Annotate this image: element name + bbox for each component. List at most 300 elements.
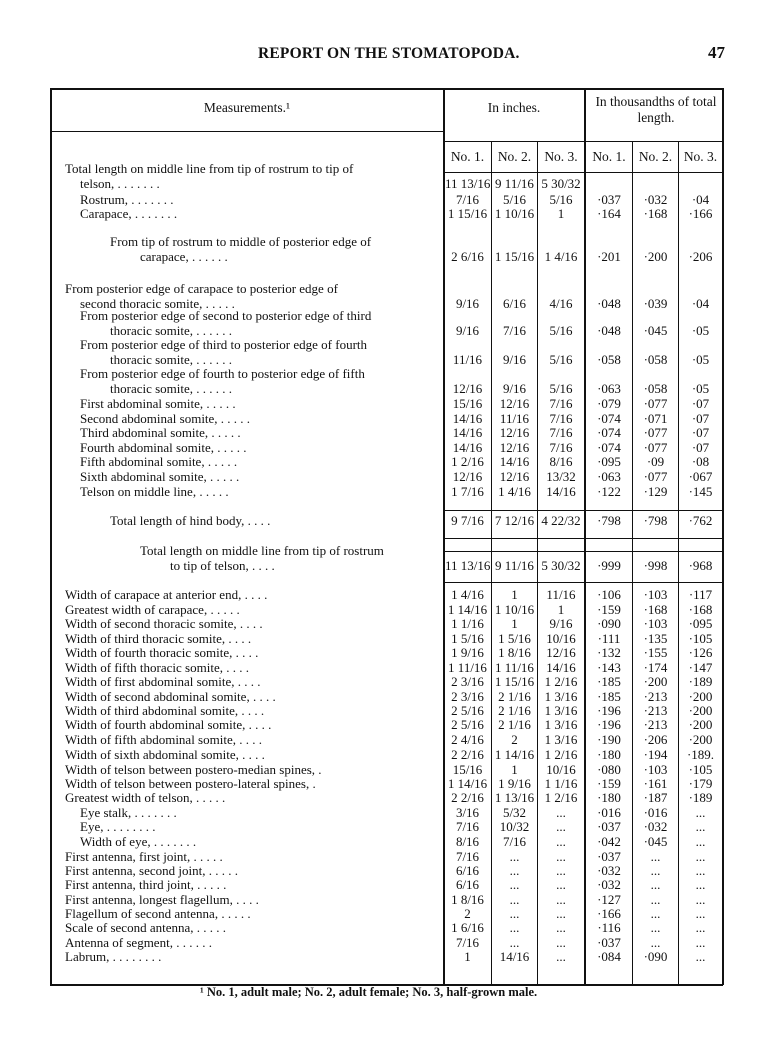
table-cell: 1 xyxy=(511,587,518,602)
table-cell: 5/16 xyxy=(549,192,573,207)
table-cell: ... xyxy=(509,849,520,864)
table-cell: ·116 xyxy=(597,920,621,935)
table-cell: 1 2/16 xyxy=(451,454,484,469)
row-label: Fifth abdominal somite, . . . . . xyxy=(80,454,238,469)
table-cell: ·037 xyxy=(597,192,621,207)
table-cell: ·103 xyxy=(643,587,668,602)
table-cell: 10/16 xyxy=(546,762,576,777)
table-cell: ·190 xyxy=(597,732,621,747)
table-cell: 2 5/16 xyxy=(451,703,484,718)
table-cell: 9/16 xyxy=(549,616,573,631)
table-cell: ·090 xyxy=(643,949,668,964)
table-cell: ·180 xyxy=(597,790,621,805)
table-cell: ·077 xyxy=(643,440,668,455)
table-cell: ·058 xyxy=(643,380,668,396)
table-cell: 1 9/16 xyxy=(451,645,484,660)
table-cell: 1 5/16 xyxy=(498,631,531,646)
table-cell: ... xyxy=(650,906,661,921)
table-cell: 1 2/16 xyxy=(544,674,578,689)
table-cell: ·762 xyxy=(688,513,713,528)
table-cell: 1 3/16 xyxy=(544,703,578,718)
table-cell: 1 3/16 xyxy=(544,717,578,732)
row-label: From posterior edge of fourth to posterior edge of fifth xyxy=(80,366,365,381)
table-cell: ·032 xyxy=(643,819,668,834)
row-label: Eye stalk, . . . . . . . xyxy=(80,805,177,820)
row-label: Total length of hind body, . . . . xyxy=(110,513,271,528)
table-cell: ·166 xyxy=(597,906,621,921)
table-cell: 1 11/16 xyxy=(495,660,534,675)
row-label: Width of third abdominal somite, . . . . xyxy=(65,703,265,718)
table-cell: ·04 xyxy=(691,295,710,311)
table-cell: ·103 xyxy=(643,762,668,777)
table-cell: ·187 xyxy=(643,790,668,805)
table-cell: ·074 xyxy=(597,411,621,426)
table-cell: ·155 xyxy=(643,645,668,660)
row-label: thoracic somite, . . . . . . xyxy=(110,322,233,338)
table-cell: 1 7/16 xyxy=(451,484,484,499)
table-cell: ·045 xyxy=(643,834,668,849)
table-cell: 2 2/16 xyxy=(451,790,484,805)
table-cell: 14/16 xyxy=(452,440,483,455)
table-cell: ·129 xyxy=(643,484,668,499)
table-left-border xyxy=(50,88,52,985)
table-cell: 7 12/16 xyxy=(494,513,535,528)
row-label: Telson on middle line, . . . . . xyxy=(80,484,229,499)
table-cell: 2 xyxy=(511,732,518,747)
table-cell: 1 11/16 xyxy=(448,660,487,675)
table-cell: ·032 xyxy=(597,877,621,892)
row-label: First abdominal somite, . . . . . xyxy=(80,396,236,411)
table-cell: 6/16 xyxy=(455,877,480,892)
table-cell: 12/16 xyxy=(499,469,530,484)
table-cell: 1 3/16 xyxy=(544,689,578,704)
table-cell: 1 15/16 xyxy=(494,248,535,264)
table-cell: ·168 xyxy=(643,206,668,221)
row-label: Sixth abdominal somite, . . . . . xyxy=(80,469,240,484)
table-cell: ·999 xyxy=(597,557,621,573)
table-cell: ... xyxy=(695,819,706,834)
table-cell: ·132 xyxy=(597,645,621,660)
table-cell: 1 8/16 xyxy=(451,892,484,907)
table-cell: ·04 xyxy=(691,192,710,207)
table-cell: ... xyxy=(695,892,706,907)
table-cell: 5 30/32 xyxy=(541,557,581,573)
table-cell: ·200 xyxy=(688,703,713,718)
row-label: Second abdominal somite, . . . . . xyxy=(80,411,251,426)
table-cell: ·185 xyxy=(597,674,621,689)
row-label: to tip of telson, . . . . xyxy=(170,557,275,573)
table-cell: 4 22/32 xyxy=(541,513,581,528)
table-cell: 7/16 xyxy=(455,849,480,864)
table-cell: ... xyxy=(650,892,661,907)
row-label: thoracic somite, . . . . . . xyxy=(110,380,233,396)
table-cell: ·179 xyxy=(688,776,713,791)
table-cell: ... xyxy=(556,906,566,921)
table-cell: 1 15/16 xyxy=(447,206,488,221)
table-cell: 8/16 xyxy=(455,834,480,849)
table-cell: 12/16 xyxy=(452,469,483,484)
table-cell: ·08 xyxy=(691,454,710,469)
table-cell: ·127 xyxy=(597,892,621,907)
table-cell: ·174 xyxy=(643,660,668,675)
table-cell: ·058 xyxy=(643,351,668,367)
table-cell: ·077 xyxy=(643,396,668,411)
table-cell: ·045 xyxy=(643,322,668,338)
table-cell: 5/16 xyxy=(549,351,573,367)
table-cell: 5/16 xyxy=(549,322,573,338)
table-cell: ·998 xyxy=(643,557,668,573)
row-label: From posterior edge of second to posterior edge of third xyxy=(80,308,372,323)
table-cell: 1 4/16 xyxy=(451,587,484,602)
table-cell: 5/32 xyxy=(502,805,527,820)
table-cell: ·168 xyxy=(643,602,668,617)
table-cell: ·147 xyxy=(688,660,713,675)
table-cell: 12/16 xyxy=(452,380,483,396)
row-label: First antenna, first joint, . . . . . xyxy=(65,849,223,864)
table-cell: ·095 xyxy=(688,616,713,631)
table-cell: 2 1/16 xyxy=(498,717,531,732)
table-cell: ·063 xyxy=(597,469,621,484)
table-cell: ·200 xyxy=(688,717,713,732)
row-label: Width of second thoracic somite, . . . . xyxy=(65,616,263,631)
table-cell: ·206 xyxy=(643,732,668,747)
row-label: Greatest width of telson, . . . . . xyxy=(65,790,226,805)
table-cell: ·032 xyxy=(643,192,668,207)
table-cell: 2 4/16 xyxy=(451,732,484,747)
table-cell: 7/16 xyxy=(502,322,527,338)
table-cell: 5 30/32 xyxy=(541,175,581,191)
table-cell: ·143 xyxy=(597,660,621,675)
row-label: From tip of rostrum to middle of posterior edge of xyxy=(110,234,372,249)
inches-header: In inches. xyxy=(487,100,541,115)
table-cell: 14/16 xyxy=(546,484,576,499)
row-label: Width of fifth thoracic somite, . . . . xyxy=(65,660,249,675)
table-cell: 1 15/16 xyxy=(494,674,535,689)
table-cell: ... xyxy=(650,920,661,935)
table-cell: ·161 xyxy=(643,776,668,791)
table-cell: ·037 xyxy=(597,935,621,950)
table-cell: ·206 xyxy=(688,248,713,264)
row-label: Carapace, . . . . . . . xyxy=(80,206,178,221)
table-cell: 1 8/16 xyxy=(498,645,531,660)
row-label: From posterior edge of carapace to posterior edge of xyxy=(65,281,338,296)
row-label: Width of telson between postero-lateral spines, . xyxy=(65,776,316,791)
row-label: Eye, . . . . . . . . xyxy=(80,819,156,834)
footnote: ¹ No. 1, adult male; No. 2, adult female; No. 3, half-grown male. xyxy=(200,985,538,999)
table-cell: ·016 xyxy=(643,805,668,820)
table-cell: ... xyxy=(556,877,566,892)
table-cell: ·196 xyxy=(597,717,621,732)
table-cell: ... xyxy=(695,805,706,820)
col-thou-no1: No. 1. xyxy=(592,149,626,164)
table-cell: ... xyxy=(556,849,566,864)
table-cell: 5/16 xyxy=(502,192,527,207)
table-cell: 6/16 xyxy=(455,863,480,878)
table-cell: ... xyxy=(695,949,706,964)
table-cell: ... xyxy=(556,834,566,849)
table-cell: ·122 xyxy=(597,484,621,499)
table-cell: ·05 xyxy=(691,380,710,396)
table-cell: 1 13/16 xyxy=(494,790,535,805)
table-cell: ... xyxy=(650,849,661,864)
table-cell: ... xyxy=(695,849,706,864)
row-label: thoracic somite, . . . . . . xyxy=(110,351,233,367)
table-cell: ... xyxy=(695,877,706,892)
table-cell: 1 9/16 xyxy=(498,776,531,791)
table-cell: ·103 xyxy=(643,616,668,631)
table-cell: 9/16 xyxy=(455,322,480,338)
table-cell: 7/16 xyxy=(549,411,573,426)
table-cell: ·200 xyxy=(688,689,713,704)
table-cell: 11/16 xyxy=(499,411,530,426)
table-cell: ·09 xyxy=(646,454,665,469)
table-cell: ·968 xyxy=(688,557,713,573)
table-cell: 8/16 xyxy=(549,454,573,469)
table-cell: 12/16 xyxy=(499,425,530,440)
table-cell: ... xyxy=(556,949,566,964)
table-cell: ·159 xyxy=(597,602,621,617)
table-cell: ·194 xyxy=(643,747,668,762)
table-cell: 1 2/16 xyxy=(544,790,578,805)
table-cell: 1 4/16 xyxy=(498,484,531,499)
row-label: Width of third thoracic somite, . . . . xyxy=(65,631,252,646)
table-cell: ·105 xyxy=(688,762,713,777)
table-cell: 7/16 xyxy=(455,935,480,950)
table-cell: ·058 xyxy=(597,351,621,367)
table-cell: ... xyxy=(650,935,661,950)
table-cell: 10/16 xyxy=(546,631,576,646)
table-cell: ·189. xyxy=(686,747,715,762)
table-cell: 7/16 xyxy=(502,834,527,849)
table-cell: ·095 xyxy=(597,454,621,469)
table-cell: 12/16 xyxy=(546,645,576,660)
row-label: second thoracic somite, . . . . . xyxy=(80,295,235,311)
table-cell: ·168 xyxy=(688,602,713,617)
table-cell: 4/16 xyxy=(549,295,573,311)
table-cell: ·05 xyxy=(691,351,710,367)
table-cell: ·180 xyxy=(597,747,621,762)
table-cell: ·166 xyxy=(688,206,713,221)
table-cell: 9/16 xyxy=(502,351,527,367)
row-label: Total length on middle line from tip of rostrum to tip of xyxy=(65,161,354,176)
table-cell: 1 3/16 xyxy=(544,732,578,747)
table-right-border xyxy=(722,88,724,985)
table-cell: ·07 xyxy=(691,425,710,440)
table-cell: ·200 xyxy=(643,248,668,264)
total-top-rule xyxy=(444,551,723,552)
table-cell: 2 1/16 xyxy=(498,689,531,704)
table-cell: ·090 xyxy=(597,616,621,631)
table-cell: ·164 xyxy=(597,206,621,221)
table-cell: 1 14/16 xyxy=(447,602,488,617)
table-cell: ·016 xyxy=(597,805,621,820)
table-cell: ·07 xyxy=(691,396,710,411)
thousandths-header: In thousandths of total length. xyxy=(595,94,717,125)
table-cell: ·213 xyxy=(643,703,668,718)
table-cell: 2 2/16 xyxy=(451,747,484,762)
table-cell: ·145 xyxy=(688,484,713,499)
table-cell: ·135 xyxy=(643,631,668,646)
table-cell: 14/16 xyxy=(499,949,530,964)
table-cell: ·042 xyxy=(597,834,621,849)
table-cell: 6/16 xyxy=(502,295,527,311)
table-cell: ·196 xyxy=(597,703,621,718)
row-label: Width of telson between postero-median spines, . xyxy=(65,762,322,777)
table-cell: 9 11/16 xyxy=(495,175,534,191)
table-cell: 2 3/16 xyxy=(451,689,484,704)
col-inches-no3: No. 3. xyxy=(544,149,578,164)
table-cell: ... xyxy=(509,863,520,878)
table-cell: 1 1/16 xyxy=(544,776,578,791)
table-cell: ... xyxy=(556,819,566,834)
table-cell: ·037 xyxy=(597,849,621,864)
table-cell: 1 14/16 xyxy=(447,776,488,791)
table-cell: 7/16 xyxy=(549,440,573,455)
row-label: telson, . . . . . . . xyxy=(80,175,160,191)
col-inches-no2: No. 2. xyxy=(497,149,532,164)
table-cell: 14/16 xyxy=(452,425,483,440)
table-cell: 1 xyxy=(557,206,565,221)
table-cell: ·074 xyxy=(597,425,621,440)
table-cell: 2 3/16 xyxy=(451,674,484,689)
row-label: Antenna of segment, . . . . . . xyxy=(65,935,212,950)
table-cell: ·077 xyxy=(643,469,668,484)
table-cell: 14/16 xyxy=(546,660,576,675)
table-cell: 9 11/16 xyxy=(495,557,534,573)
row-label: Width of fourth thoracic somite, . . . . xyxy=(65,645,259,660)
row-label: Third abdominal somite, . . . . . xyxy=(80,425,241,440)
col-thou-no3: No. 3. xyxy=(683,149,718,164)
table-cell: ·037 xyxy=(597,819,621,834)
table-cell: 10/32 xyxy=(499,819,530,834)
row-label: Width of fifth abdominal somite, . . . . xyxy=(65,732,262,747)
table-cell: ... xyxy=(509,920,520,935)
table-cell: 2 1/16 xyxy=(498,703,531,718)
table-cell: ·048 xyxy=(597,295,621,311)
table-cell: ... xyxy=(509,877,520,892)
table-cell: 14/16 xyxy=(452,411,483,426)
row-label: Width of eye, . . . . . . . xyxy=(80,834,197,849)
table-cell: ·189 xyxy=(688,674,713,689)
table-cell: 11/16 xyxy=(546,587,576,602)
table-cell: 12/16 xyxy=(499,396,530,411)
table-cell: 1 xyxy=(557,602,565,617)
row-label: Flagellum of second antenna, . . . . . xyxy=(65,906,251,921)
table-cell: 1 xyxy=(511,762,518,777)
table-cell: ·07 xyxy=(691,440,710,455)
table-cell: 11/16 xyxy=(452,351,483,367)
table-cell: ... xyxy=(556,892,566,907)
row-label: Total length on middle line from tip of rostrum xyxy=(140,543,384,558)
table-cell: ... xyxy=(695,863,706,878)
table-cell: 1 4/16 xyxy=(544,248,578,264)
table-cell: ... xyxy=(556,935,566,950)
page-header xyxy=(0,45,776,67)
row-label: Greatest width of carapace, . . . . . xyxy=(65,602,240,617)
table-cell: 11 13/16 xyxy=(445,557,491,573)
measurements-header: Measurements.¹ xyxy=(203,100,291,115)
table-cell: ·117 xyxy=(688,587,713,602)
row-label: Labrum, . . . . . . . . xyxy=(65,949,162,964)
table-cell: ... xyxy=(695,834,706,849)
table-cell: ·213 xyxy=(643,717,668,732)
table-cell: ... xyxy=(650,877,661,892)
table-cell: 2 xyxy=(464,906,471,921)
table-cell: ... xyxy=(556,863,566,878)
table-cell: 14/16 xyxy=(499,454,530,469)
table-cell: 1 14/16 xyxy=(494,747,535,762)
table-cell: 13/32 xyxy=(546,469,576,484)
table-cell: 1 5/16 xyxy=(451,631,484,646)
row-label: Scale of second antenna, . . . . . xyxy=(65,920,227,935)
table-cell: ·201 xyxy=(597,248,621,264)
table-cell: ... xyxy=(509,906,520,921)
table-cell: 7/16 xyxy=(549,396,573,411)
table-cell: ·048 xyxy=(597,322,621,338)
table-cell: 1 1/16 xyxy=(451,616,484,631)
table-cell: 3/16 xyxy=(455,805,480,820)
table-cell: ·032 xyxy=(597,863,621,878)
table-cell: ... xyxy=(695,920,706,935)
table-cell: ·074 xyxy=(597,440,621,455)
table-cell: 9/16 xyxy=(455,295,480,311)
table-cell: 11 13/16 xyxy=(445,175,491,191)
row-label: Width of first abdominal somite, . . . . xyxy=(65,674,261,689)
table-cell: ·071 xyxy=(643,411,668,426)
row-label: Rostrum, . . . . . . . xyxy=(80,192,174,207)
table-cell: ·105 xyxy=(688,631,713,646)
table-cell: ·077 xyxy=(643,425,668,440)
table-cell: 5/16 xyxy=(549,380,573,396)
table-cell: ·200 xyxy=(688,732,713,747)
table-cell: 2 5/16 xyxy=(451,717,484,732)
table-cell: ·798 xyxy=(643,513,668,528)
hind-body-top-rule xyxy=(444,510,723,511)
table-cell: ·067 xyxy=(688,469,713,484)
table-cell: ·189 xyxy=(688,790,713,805)
hind-body-bottom-rule xyxy=(444,538,723,539)
row-label: Fourth abdominal somite, . . . . . xyxy=(80,440,247,455)
table-cell: 1 2/16 xyxy=(544,747,578,762)
table-cell: 9/16 xyxy=(502,380,527,396)
table-cell: 1 10/16 xyxy=(494,602,535,617)
table-cell: ... xyxy=(650,863,661,878)
table-cell: 7/16 xyxy=(455,819,480,834)
col-thou-no2: No. 2. xyxy=(638,149,673,164)
row-label: Width of fourth abdominal somite, . . . . xyxy=(65,717,272,732)
table-cell: ·05 xyxy=(691,322,710,338)
table-cell: 7/16 xyxy=(549,425,573,440)
table-cell: 9 7/16 xyxy=(451,513,484,528)
table-cell: ... xyxy=(556,920,566,935)
table-cell: 2 6/16 xyxy=(451,248,484,264)
row-label: carapace, . . . . . . xyxy=(140,248,228,264)
table-cell: ... xyxy=(509,935,520,950)
row-label: First antenna, second joint, . . . . . xyxy=(65,863,238,878)
table-cell: 12/16 xyxy=(499,440,530,455)
table-cell: ·079 xyxy=(597,396,621,411)
table-cell: ·798 xyxy=(597,513,621,528)
table-cell: ·126 xyxy=(688,645,713,660)
table-cell: ·106 xyxy=(597,587,621,602)
table-cell: 1 xyxy=(511,616,518,631)
row-label: Width of carapace at anterior end, . . . . xyxy=(65,587,268,602)
table-cell: ·063 xyxy=(597,380,621,396)
page-number: 47 xyxy=(708,43,725,62)
total-bottom-rule xyxy=(444,582,723,583)
measurements-header-rule xyxy=(50,131,444,132)
row-label: Width of second abdominal somite, . . . . xyxy=(65,689,276,704)
